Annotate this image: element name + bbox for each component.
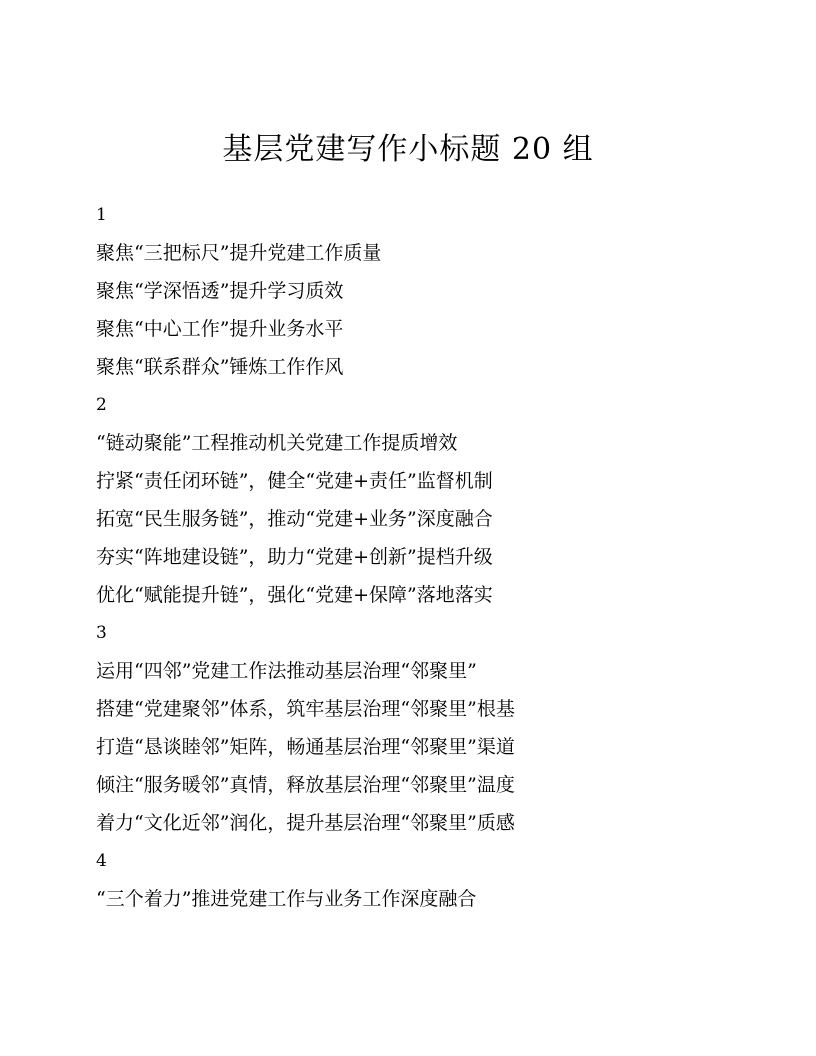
group-number: 2 xyxy=(96,395,107,415)
group-1 xyxy=(96,196,720,386)
group-4 xyxy=(96,842,720,918)
group-line: 聚焦“学深悟透”提升学习质效 xyxy=(96,280,344,302)
group-3 xyxy=(96,614,720,842)
page-title: 基层党建写作小标题 20 组 xyxy=(222,132,594,167)
group-line: 搭建“党建聚邻”体系，筑牢基层治理“邻聚里”根基 xyxy=(96,698,515,720)
group-line: 倾注“服务暖邻”真情，释放基层治理“邻聚里”温度 xyxy=(96,774,515,796)
group-line: 聚焦“联系群众”锤炼工作作风 xyxy=(96,356,344,378)
group-line: “链动聚能”工程推动机关党建工作提质增效 xyxy=(96,432,458,454)
group-line: 聚焦“三把标尺”提升党建工作质量 xyxy=(96,242,382,264)
group-number: 3 xyxy=(96,623,107,643)
group-number: 4 xyxy=(96,851,107,871)
group-line: 优化“赋能提升链”，强化“党建+保障”落地落实 xyxy=(96,584,493,606)
group-line: 拧紧“责任闭环链”，健全“党建+责任”监督机制 xyxy=(96,470,493,492)
group-number: 1 xyxy=(96,205,107,225)
group-line: 拓宽“民生服务链”，推动“党建+业务”深度融合 xyxy=(96,508,493,530)
group-line: 运用“四邻”党建工作法推动基层治理“邻聚里” xyxy=(96,660,477,682)
group-line: 着力“文化近邻”润化，提升基层治理“邻聚里”质感 xyxy=(96,812,515,834)
group-line: 聚焦“中心工作”提升业务水平 xyxy=(96,318,344,340)
group-line: 夯实“阵地建设链”，助力“党建+创新”提档升级 xyxy=(96,546,493,568)
group-line: 打造“恳谈睦邻”矩阵，畅通基层治理“邻聚里”渠道 xyxy=(96,736,515,758)
group-2 xyxy=(96,386,720,614)
group-line: “三个着力”推进党建工作与业务工作深度融合 xyxy=(96,888,477,910)
